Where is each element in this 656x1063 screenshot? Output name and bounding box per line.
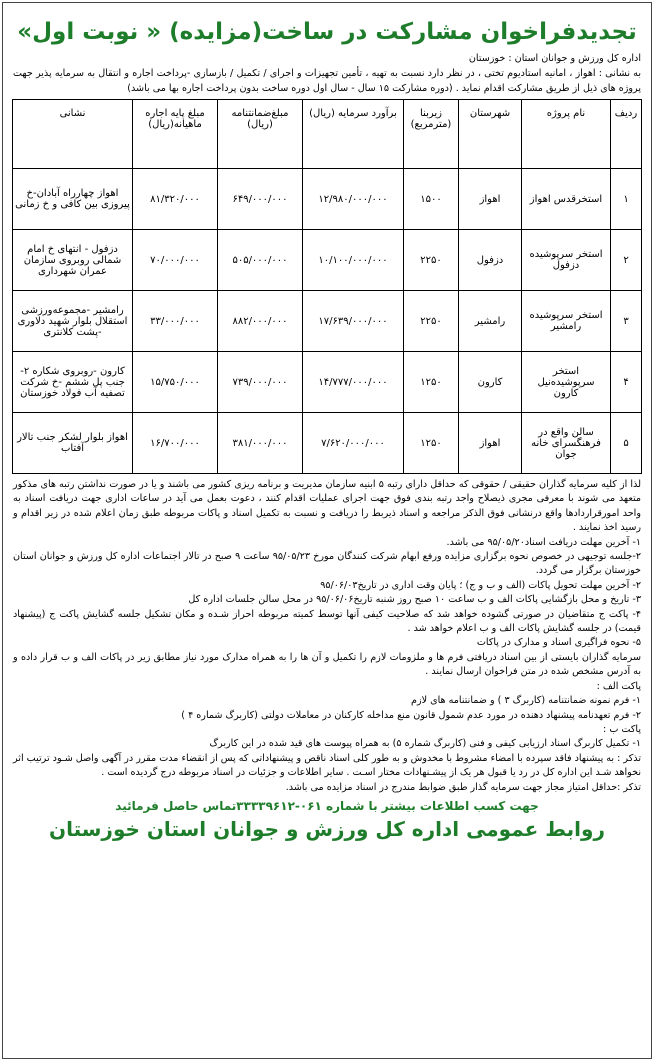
paragraph: سرمایه گذاران بایستی از بین اسناد دریافتی فرم ها و ملزومات لازم را تکمیل و آن ها را به همراه مدارک مورد نیاز مطابق زیر در پاکات الف و ب قرار داده و به آدرس مشخص شده در متن فراخوان ارسال نمایند .	[13, 651, 641, 678]
projects-table	[12, 99, 642, 474]
paragraph: ۵- نحوه فراگیری اسناد و مدارک در پاکات	[476, 637, 641, 649]
guarantee-amount: ۳۸۱/۰۰۰/۰۰۰	[218, 413, 303, 474]
announcement-page	[2, 2, 652, 1059]
monthly-rent: ۸۱/۳۲۰/۰۰۰	[133, 169, 218, 230]
monthly-rent: ۱۵/۷۵۰/۰۰۰	[133, 352, 218, 413]
paragraph: ۱- فرم نمونه ضمانتنامه (کاربرگ ۳ ) و ضمانتنامه های لازم	[411, 695, 641, 707]
page-title: تجدیدفراخوان مشارکت در ساخت(مزایده) « نوبت اول»	[17, 19, 637, 45]
monthly-rent: ۷۰/۰۰۰/۰۰۰	[133, 230, 218, 291]
guarantee-amount: ۵۰۵/۰۰۰/۰۰۰	[218, 230, 303, 291]
guarantee-amount: ۷۳۹/۰۰۰/۰۰۰	[218, 352, 303, 413]
paragraph: لذا از کلیه سرمایه گذاران حقیقی / حقوقی که حداقل دارای رتبه ۵ ابنیه سازمان مدیریت و برنامه ریزی کشور می باشند و یا در صورت نداشتن رتبه های مذکور متعهد می شوند با معرفی مجری ذیصلاح واجد رتبه بندی فوق جهت اجرای عملیات اقدام کنند ، دعوت بعمل می آید در ساعات اداری جهت دریافت اسناد به واحد امورقراردادها واقع درنشانی فوق الذکر مراجعه و اسناد ذیربط را دریافت و نسبت به تکمیل اسناد و پاکات مربوطه طبق زمان اعلام شده در زیر اقدام و رسید اخذ نمایند .	[13, 479, 642, 534]
guarantee-amount: ۸۸۲/۰۰۰/۰۰۰	[218, 291, 303, 352]
monthly-rent: ۳۳/۰۰۰/۰۰۰	[133, 291, 218, 352]
capital-estimate: ۱۲/۹۸۰/۰۰۰/۰۰۰	[303, 169, 404, 230]
col-header: مبلغ‌ضمانتنامه (ریال)	[218, 100, 303, 169]
col-header: ردیف	[611, 100, 642, 169]
contact-line: جهت کسب اطلاعات بیشتر با شماره ۰۶۱-۳۳۳۳۹۶۱۲تماس حاصل فرمائید	[115, 798, 539, 813]
intro-line: به نشانی : اهواز ، امانیه استادیوم تختی ، در نظر دارد نسبت به تهیه ، تأمین تجهیزات و اجرای / تکمیل / بازسازی -پرداخت اجاره و انتقال به سرمایه پذیر جهت پروژه های ذیل از طریق مشارکت اقدام نماید . (دوره مشارکت ۱۵ سال - سال اول دوره ساخت بدون پرداخت اجاره بها می باشد)	[13, 68, 641, 94]
col-header: مبلغ پایه اجاره ماهیانه(ریال)	[133, 100, 218, 169]
monthly-rent: ۱۶/۷۰۰/۰۰۰	[133, 413, 218, 474]
paragraph: ۱- تکمیل کاربرگ اسناد ارزیابی کیفی و فنی (کاربرگ شماره ۵) به همراه پیوست های قید شده در این کاربرگ	[209, 738, 641, 750]
row-number: ۴	[611, 352, 642, 413]
col-header: شهرستان	[459, 100, 522, 169]
table-row	[13, 413, 642, 474]
paragraph: ۴- پاکت ج متقاضیان در صورتی گشوده خواهد شد که صلاحیت کیفی آنها توسط کمیته مربوطه احراز شـده و مکان تشکیل جلسه گشایش پاکت ج (پیشنهاد قیمت) در جلسه گشایش پاکات الف و ب اعلام خواهد شد .	[13, 608, 641, 635]
row-number: ۳	[611, 291, 642, 352]
city: کارون	[459, 352, 522, 413]
address: اهواز بلوار لشکر جنب تالار آفتاب	[13, 413, 133, 474]
table-row	[13, 230, 642, 291]
table-header-row	[13, 100, 642, 169]
city: دزفول	[459, 230, 522, 291]
area: ۲۲۵۰	[404, 291, 459, 352]
row-number: ۲	[611, 230, 642, 291]
paragraph: پاکت ب :	[603, 723, 641, 735]
guarantee-amount: ۶۴۹/۰۰۰/۰۰۰	[218, 169, 303, 230]
capital-estimate: ۱۴/۷۷۷/۰۰۰/۰۰۰	[303, 352, 404, 413]
capital-estimate: ۱۰/۱۰۰/۰۰۰/۰۰۰	[303, 230, 404, 291]
intro-section	[3, 51, 651, 96]
address: کارون -روبروی شکاره ۲-جنب پل ششم -خ شرکت تصفیه آب فولاد خوزستان	[13, 352, 133, 413]
project-name: استخر سرپوشیده دزفول	[522, 230, 611, 291]
paragraph: ۲- آخرین مهلت تحویل پاکات (الف و ب و ج) ؛ پایان وقت اداری در تاریخ۹۵/۰۶/۰۳	[320, 579, 641, 591]
intro-line: اداره کل ورزش و جوانان استان : خوزستان	[468, 53, 641, 64]
row-number: ۵	[611, 413, 642, 474]
table-row	[13, 169, 642, 230]
area: ۱۵۰۰	[404, 169, 459, 230]
paragraph: ۳- تاریخ و محل بازگشایی پاکات الف و ب ساعت ۱۰ صبح روز شنبه تاریخ۹۵/۰۶/۰۶ در محل سالن جلسات اداره کل	[188, 594, 641, 606]
city: رامشیر	[459, 291, 522, 352]
col-header: برآورد سرمایه (ریال)	[303, 100, 404, 169]
paragraph: پاکت الف :	[596, 680, 641, 692]
table-row	[13, 291, 642, 352]
city: اهواز	[459, 413, 522, 474]
address: رامشیر -مجموعه‌ورزشی استقلال بلوار شهید دلاوری -پشت کلانتری	[13, 291, 133, 352]
row-number: ۱	[611, 169, 642, 230]
city: اهواز	[459, 169, 522, 230]
footer-signature: روابط عمومی اداره کل ورزش و جوانان استان خوزستان	[49, 816, 605, 841]
area: ۱۲۵۰	[404, 352, 459, 413]
col-header: نام پروژه	[522, 100, 611, 169]
capital-estimate: ۷/۶۲۰/۰۰۰/۰۰۰	[303, 413, 404, 474]
address: اهواز چهارراه آبادان-خ پیروزی بین کافی و خ زمانی	[13, 169, 133, 230]
conditions-section	[3, 478, 651, 795]
table-row	[13, 352, 642, 413]
paragraph: تذکر : به پیشنهاد فاقد سپرده با امضاء مشروط با مخدوش و به طور کلی اسناد ناقص و پیشنهاداتی که پس از انقضاء مدت مقرر در آگهی واصل شـود ترتیب اثر نخواهد شـد این اداره کل در رد یا قبول هر یک از پیشـنهادات مختار اسـت . سایر اطلاعات و جزئیات در اسناد مربوطه درج گردیده است .	[13, 752, 641, 779]
area: ۱۲۵۰	[404, 413, 459, 474]
area: ۲۲۵۰	[404, 230, 459, 291]
capital-estimate: ۱۷/۶۳۹/۰۰۰/۰۰۰	[303, 291, 404, 352]
col-header: زیربنا (مترمربع)	[404, 100, 459, 169]
project-name: سالن واقع در فرهنگسرای خانه جوان	[522, 413, 611, 474]
project-name: استخر سرپوشیده رامشیر	[522, 291, 611, 352]
project-name: استخر سرپوشیده‌نیل کارون	[522, 352, 611, 413]
col-header: نشانی	[13, 100, 133, 169]
paragraph: ۱- آخرین مهلت دریافت اسناد۹۵/۰۵/۲۰ می باشد.	[446, 536, 641, 548]
paragraph: ۲-جلسه توجیهی در خصوص نحوه برگزاری مزایده ورفع ابهام شرکت کنندگان مورخ ۹۵/۰۵/۲۳ ساعت ۹ صبح در تالار اجتماعات اداره کل ورزش و جوانان استان خوزستان برگزار می گردد.	[13, 551, 641, 577]
address: دزفول - انتهای خ امام شمالی روبروی سازمان عمران شهرداری	[13, 230, 133, 291]
paragraph: تذکر :حداقل امتیاز مجاز جهت سرمایه گذار طبق ضوابط مندرج در اسناد مزایده می باشد.	[285, 781, 641, 793]
paragraph: ۲- فرم تعهدنامه پیشنهاد دهنده در مورد عدم شمول قانون منع مداخله کارکنان در معاملات دولتی (کاربرگ شماره ۴ )	[181, 709, 641, 721]
project-name: استخرقدس اهواز	[522, 169, 611, 230]
